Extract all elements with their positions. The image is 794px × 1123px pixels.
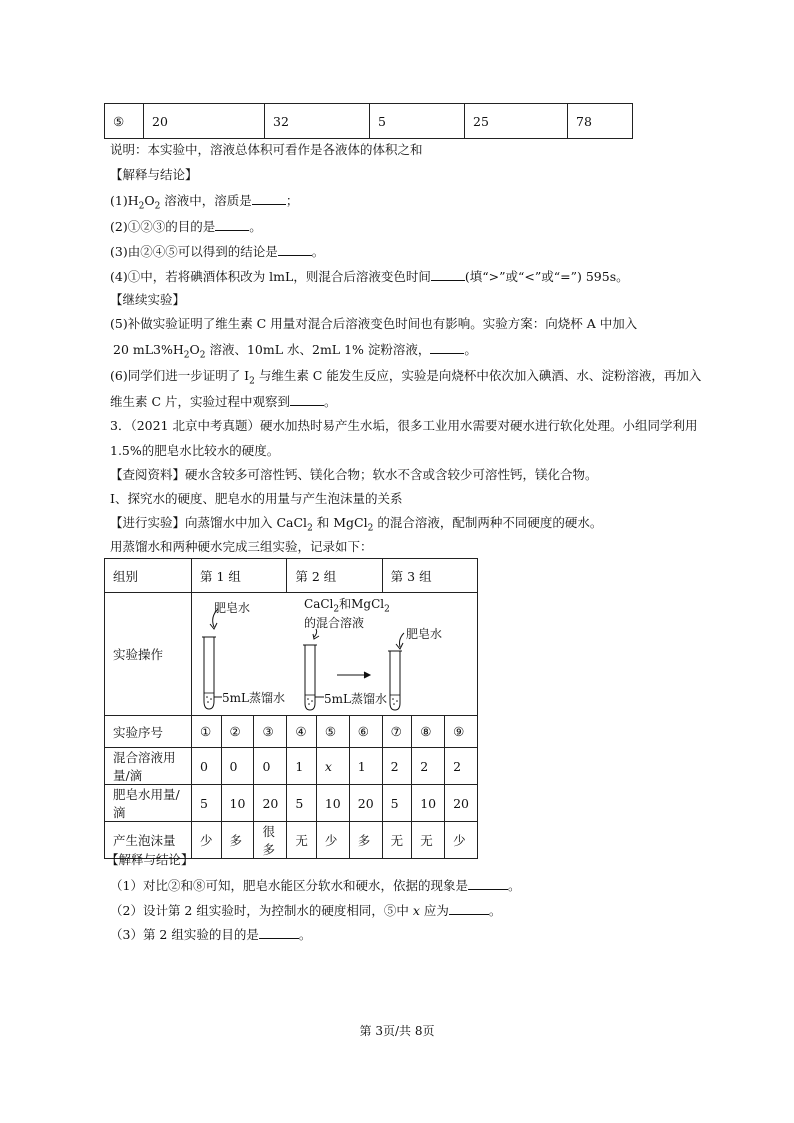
table-cell: 多 xyxy=(221,822,254,859)
table-cell: ⑥ xyxy=(349,716,382,748)
experiment-text: 【进行实验】向蒸馏水中加入 CaCl$_2$ 和 MgCl$_2$ 的混合溶液，配制两种不同硬度的硬水。 xyxy=(110,515,603,534)
answer-blank[interactable] xyxy=(468,877,508,890)
table-cell: 2 xyxy=(412,748,445,785)
question-1: $(1)H_2O_2$ 溶液中，溶质是 ； xyxy=(110,193,299,212)
table-cell: x xyxy=(316,748,349,785)
table-cell: 20 xyxy=(254,785,287,822)
answer-blank[interactable] xyxy=(252,192,286,205)
result-1: （1）对比②和⑧可知，肥皂水能区分软水和硬水，依据的现象是 。 xyxy=(110,878,521,893)
table-cell: 少 xyxy=(445,822,478,859)
table-header: 组别 xyxy=(105,559,192,593)
apparatus-diagram xyxy=(192,593,477,715)
test-tube-icon xyxy=(303,645,317,710)
question-3: (3)由②④⑤可以得到的结论是 。 xyxy=(110,244,325,259)
soap-water-label: 肥皂水 xyxy=(406,627,443,641)
diagram-cell xyxy=(192,593,478,716)
table-cell: 2 xyxy=(445,748,478,785)
table-cell: 5 xyxy=(370,104,465,139)
table-cell: 无 xyxy=(382,822,412,859)
answer-blank[interactable] xyxy=(278,243,312,256)
part-heading: I、探究水的硬度、肥皂水的用量与产生泡沫量的关系 xyxy=(110,491,403,506)
question-6-line1: (6)同学们进一步证明了 $I_2$ 与维生素 C 能发生反应，实验是向烧杯中依次加入碘酒、水、淀粉溶液，再加入 xyxy=(110,368,702,387)
table-cell: 10 xyxy=(412,785,445,822)
table-cell: 0 xyxy=(192,748,222,785)
result-3: （3）第 2 组实验的目的是 。 xyxy=(110,927,312,942)
table-cell: ③ xyxy=(254,716,287,748)
distilled-water-label: 5mL蒸馏水 xyxy=(324,692,387,706)
table-cell: 1 xyxy=(349,748,382,785)
table-cell: ⑧ xyxy=(412,716,445,748)
table-cell: ⑤ xyxy=(105,104,144,139)
record-text: 用蒸馏水和两种硬水完成三组实验，记录如下： xyxy=(110,539,373,554)
answer-blank[interactable] xyxy=(449,902,489,915)
question-6-line2: 维生素 C 片，实验过程中观察到 。 xyxy=(110,394,337,409)
row-label: 肥皂水用量/滴 xyxy=(105,785,192,822)
question-5-line1: (5)补做实验证明了维生素 C 用量对混合后溶液变色时间也有影响。实验方案：向烧杯 A 中加入 xyxy=(110,316,638,331)
arrow-icon xyxy=(213,609,218,627)
section-heading: 【解释与结论】 xyxy=(110,167,198,182)
arrow-head-icon xyxy=(364,672,370,678)
test-tube-icon xyxy=(202,637,216,709)
table-row xyxy=(105,785,478,822)
note-text: 说明：本实验中，溶液总体积可看作是各液体的体积之和 xyxy=(110,142,423,157)
table-cell: 20 xyxy=(144,104,265,139)
section-heading: 【解释与结论】 xyxy=(106,852,194,867)
question-4: (4)①中，若将碘酒体积改为 lmL，则混合后溶液变色时间 (填“>”或“<”或“=”) 595s。 xyxy=(110,269,629,284)
table-cell: 很多 xyxy=(254,822,287,859)
table-cell: 10 xyxy=(316,785,349,822)
table-cell: 78 xyxy=(568,104,633,139)
info-text: 【查阅资料】硬水含较多可溶性钙、镁化合物；软水不含或含较少可溶性钙，镁化合物。 xyxy=(110,467,598,482)
result-2: （2）设计第 2 组实验时，为控制水的硬度相同，⑤中 x 应为 。 xyxy=(110,903,502,918)
table-row xyxy=(105,104,633,139)
table-cell: 20 xyxy=(349,785,382,822)
test-tube-icon xyxy=(388,651,402,710)
table-header: 第 1 组 xyxy=(192,559,287,593)
table-row xyxy=(105,716,478,748)
table-cell: 5 xyxy=(192,785,222,822)
mixed-solution-label: CaCl$_2$和MgCl$_2$ 的混合溶液 xyxy=(304,597,390,631)
table-cell: ④ xyxy=(287,716,317,748)
row-label: 实验序号 xyxy=(105,716,192,748)
table-cell: 5 xyxy=(382,785,412,822)
table-cell: ⑤ xyxy=(316,716,349,748)
table-cell: 25 xyxy=(465,104,568,139)
row-label: 混合溶液用量/滴 xyxy=(105,748,192,785)
table-row xyxy=(105,559,478,593)
table-header: 第 2 组 xyxy=(287,559,382,593)
table-cell: ① xyxy=(192,716,222,748)
answer-blank[interactable] xyxy=(259,926,299,939)
table-cell: 少 xyxy=(192,822,222,859)
top-data-table xyxy=(104,103,633,139)
table-cell: 5 xyxy=(287,785,317,822)
section-heading: 【继续实验】 xyxy=(110,292,186,307)
answer-blank[interactable] xyxy=(215,218,249,231)
table-cell: 32 xyxy=(265,104,370,139)
op-label: 实验操作 xyxy=(105,593,192,716)
table-cell: 1 xyxy=(287,748,317,785)
table-cell: 多 xyxy=(349,822,382,859)
answer-blank[interactable] xyxy=(431,268,465,281)
table-row xyxy=(105,748,478,785)
question-5-line2: 20 $mL3\%H_2O_2$ 溶液、10mL 水、2mL 1% 淀粉溶液， 。 xyxy=(113,342,477,361)
table-cell: 2 xyxy=(382,748,412,785)
table-cell: 无 xyxy=(287,822,317,859)
soap-water-label: 肥皂水 xyxy=(214,601,251,615)
row-label: 产生泡沫量 xyxy=(105,822,192,859)
table-cell: 无 xyxy=(412,822,445,859)
page-footer: 第 3页/共 8页 xyxy=(359,1024,435,1038)
question-2: (2)①②③的目的是 。 xyxy=(110,219,262,234)
table-cell: 0 xyxy=(221,748,254,785)
table-cell: 0 xyxy=(254,748,287,785)
distilled-water-label: 5mL蒸馏水 xyxy=(222,691,285,705)
table-header: 第 3 组 xyxy=(382,559,477,593)
answer-blank[interactable] xyxy=(430,341,464,354)
problem-3-line1: 3．（2021 北京中考真题）硬水加热时易产生水垢，很多工业用水需要对硬水进行软化处理。小组同学利用 xyxy=(110,418,698,433)
table-cell: 20 xyxy=(445,785,478,822)
table-cell: ⑦ xyxy=(382,716,412,748)
table-row xyxy=(105,593,478,716)
table-cell: 少 xyxy=(316,822,349,859)
answer-blank[interactable] xyxy=(290,393,324,406)
experiment-table xyxy=(104,558,478,859)
table-cell: ② xyxy=(221,716,254,748)
problem-3-line2: 1.5%的肥皂水比较水的硬度。 xyxy=(110,443,280,458)
table-cell: ⑨ xyxy=(445,716,478,748)
table-cell: 10 xyxy=(221,785,254,822)
